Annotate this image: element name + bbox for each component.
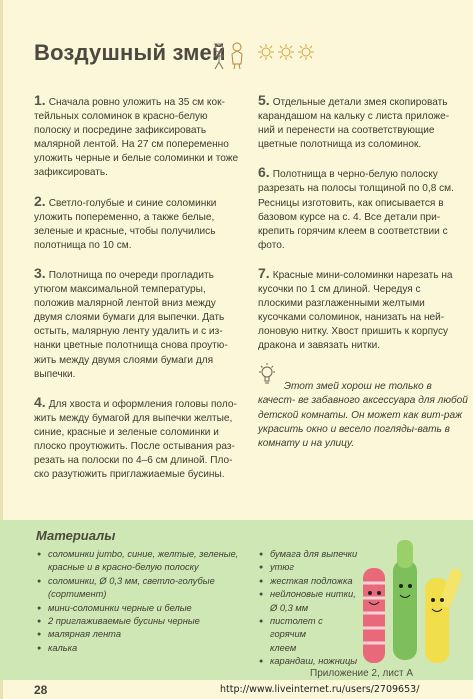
step-text: Сначала ровно уложить на 35 см кок-тейльных соломинок в красно-белую полоску и посредине зафиксировать малярной лентой. На 27 см попеременно уложить черные и белые соломинки и тоже зафиксировать. <box>34 97 239 179</box>
tip-note-first-line: Этот змей хорош не только в качест- <box>258 381 432 407</box>
step-6 <box>258 165 458 253</box>
steps-left-column <box>34 93 242 495</box>
step-text: Светло-голубые и синие соломинки уложить попеременно, а также белые, зеленые и красные, чтобы получились полотнища по 10 см. <box>34 197 217 251</box>
list-item: ● соломинки, Ø 0,3 мм, светло-голубые <box>36 575 246 588</box>
list-item: ● пистолет с горячим <box>258 615 358 642</box>
list-item: ● бумага для выпечки <box>258 548 358 561</box>
page-title: Воздушный змей <box>34 40 226 65</box>
step-number: 2. <box>34 192 46 209</box>
tip-note <box>258 380 468 451</box>
list-item: ● калька <box>36 642 246 655</box>
list-item: красные и в красно-белую полоску <box>48 562 199 573</box>
step-text: Красные мини-соломинки нарезать на кусочки по 1 см длиной. Чередуя с плоскими разглаженными желтыми кусочками соломинок, нанизать на ней-лоновую нитку. Хвост пришить к корпусу дракона и завязать нитки. <box>258 269 453 352</box>
doodle-figures-icon <box>212 40 324 70</box>
list-item: клеем <box>270 642 297 653</box>
source-url: http://www.liveinternet.ru/users/2709653/ <box>220 684 420 695</box>
step-1 <box>34 93 242 181</box>
list-item: ● утюг <box>258 561 358 574</box>
materials-title: Материалы <box>36 528 116 543</box>
list-item: ● нейлоновые нитки, <box>258 588 358 601</box>
list-item: ● 2 приглаживаемые бусины черные <box>36 615 246 628</box>
steps-right-column <box>258 93 458 367</box>
list-item: (сортимент) <box>48 589 107 600</box>
step-4 <box>34 395 242 483</box>
step-3 <box>34 266 242 382</box>
appendix-reference: Приложение 2, лист А <box>310 668 413 679</box>
step-7 <box>258 266 458 354</box>
step-text: Для хвоста и оформления головы поло-жить между бумагой для выпечки желтые, синие, красные и зеленые соломинки и плоско проутюжить. После остывания раз-резать на полоски по 4–6 см длиной. Пло-ско разутюжить приглажиаемые бусины. <box>34 398 237 481</box>
list-item: ● жесткая подложка <box>258 575 358 588</box>
step-text: Отдельные детали змея скопировать карандашом на кальку с листа приложе-ний и перенести на соответствующие цветные полотнища из соломинок. <box>258 97 450 151</box>
straw-characters-illustration <box>355 538 467 668</box>
tip-note-text: ве забавного аксессуара для любой детской комнаты. Он может как вит-раж украсить окно и весело погляды-вать в комнату и на улицу. <box>258 395 468 450</box>
page-number: 28 <box>34 683 48 697</box>
materials-list-right <box>258 548 358 669</box>
list-item: ● малярная лента <box>36 628 246 641</box>
step-number: 6. <box>258 164 270 181</box>
step-text: Полотнища в черно-белую полоску разрезать на полосы толщиной по 0,8 см. Ресницы изготовить, как описывается в базовом курсе на с. 4. Все детали при-крепить горячим клеем в соответствии с фото. <box>258 169 454 251</box>
list-item: Ø 0,3 мм <box>270 602 309 613</box>
list-item: ● мини-соломинки черные и белые <box>36 602 246 615</box>
list-item: ● соломинки jumbo, синие, желтые, зеленые, <box>36 548 246 561</box>
step-number: 4. <box>34 393 46 410</box>
step-5 <box>258 93 458 152</box>
step-number: 1. <box>34 92 46 108</box>
materials-list-left <box>36 548 246 655</box>
step-number: 3. <box>34 264 46 281</box>
step-text: Полотнища по очереди прогладить утюгом максимальной температуры, положив малярной лентой вниз между двумя слоями бумаги для выпечки. Дать остыть, малярную ленту удалить и с из-нанки цветные полотнища снова проутю-жить между двумя слоями бумаги для выпечки. <box>34 269 228 380</box>
step-number: 7. <box>258 264 270 281</box>
step-number: 5. <box>258 92 270 108</box>
step-2 <box>34 194 242 253</box>
list-item: ● карандаш, ножницы <box>258 655 358 668</box>
